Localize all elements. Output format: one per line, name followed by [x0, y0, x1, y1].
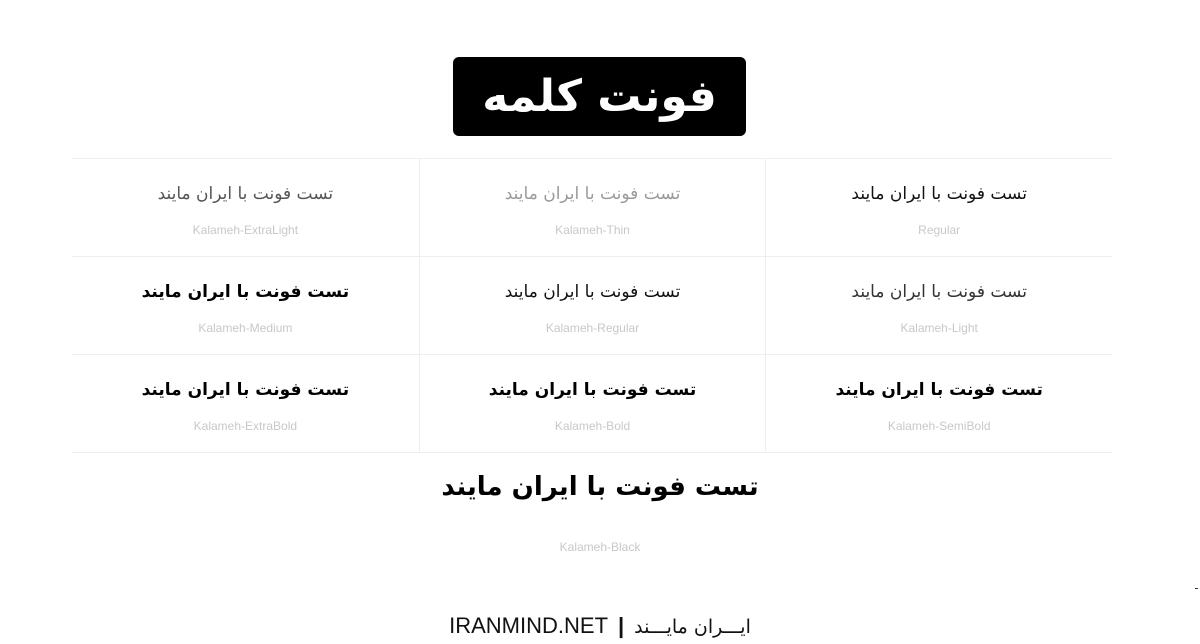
font-sample: تست فونت با ایران مایند	[157, 184, 334, 204]
font-cell-extralight	[72, 159, 419, 257]
font-sample: تست فونت با ایران مایند	[851, 184, 1027, 204]
footer-separator: |	[618, 613, 625, 638]
font-cell-medium	[72, 257, 419, 355]
font-sample: تست فونت با ایران مایند	[141, 380, 350, 400]
font-caption: Kalameh-ExtraLight	[192, 223, 299, 237]
site-footer	[0, 612, 1200, 641]
font-cell-semibold	[765, 355, 1112, 453]
font-cell-thin	[419, 159, 766, 257]
font-caption: Kalameh-SemiBold	[887, 419, 991, 433]
font-weight-grid	[72, 158, 1112, 454]
font-caption: Kalameh-Thin	[555, 223, 630, 237]
font-sample: تست فونت با ایران مایند	[835, 380, 1043, 400]
font-caption: Kalameh-ExtraBold	[193, 419, 298, 433]
page-title: فونت کلمه	[482, 71, 717, 122]
font-caption: Kalameh-Light	[900, 321, 978, 335]
font-sample: تست فونت با ایران مایند	[504, 282, 681, 302]
font-cell-extrabold	[72, 355, 419, 453]
font-caption-black: Kalameh-Black	[559, 540, 641, 554]
font-caption: Kalameh-Regular	[545, 321, 640, 335]
font-caption: Kalameh-Bold	[554, 419, 631, 433]
font-cell-regular	[765, 159, 1112, 257]
font-caption: Kalameh-Medium	[198, 321, 293, 335]
font-cell-kalameh-regular	[419, 257, 766, 355]
font-caption: Regular	[918, 223, 961, 237]
font-cell-light	[765, 257, 1112, 355]
title-banner	[453, 57, 746, 136]
font-sample: تست فونت با ایران مایند	[851, 282, 1027, 302]
corner-tick	[1195, 588, 1198, 589]
footer-brand-name: ایـــران مایـــند	[634, 616, 751, 638]
font-sample-black: تست فونت با ایران مایند	[441, 472, 759, 502]
font-sample: تست فونت با ایران مایند	[504, 184, 681, 204]
font-sample: تست فونت با ایران مایند	[488, 380, 697, 400]
font-cell-bold	[419, 355, 766, 453]
footer-site-url: IRANMIND.NET	[449, 613, 609, 638]
font-black-showcase	[0, 470, 1200, 554]
font-sample: تست فونت با ایران مایند	[141, 282, 350, 302]
